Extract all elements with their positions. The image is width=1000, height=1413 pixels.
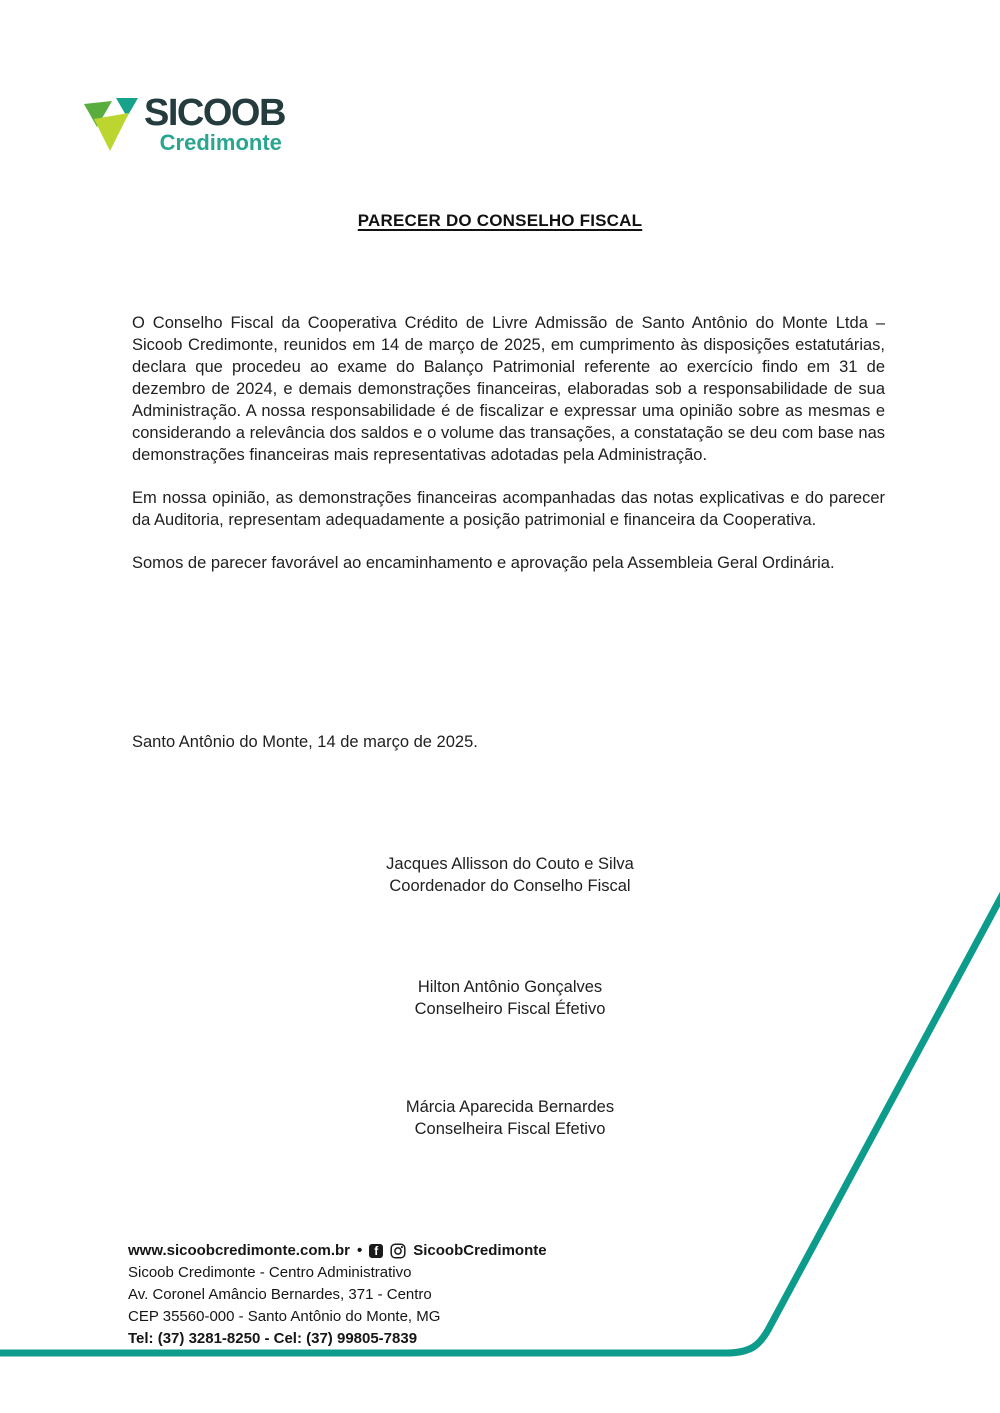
- footer-org-line: Sicoob Credimonte - Centro Administrativo: [128, 1264, 412, 1281]
- signature-block-member-1: [0, 976, 1000, 1020]
- signatory-name: Jacques Allisson do Couto e Silva: [386, 855, 634, 873]
- footer-address-line: Av. Coronel Amâncio Bernardes, 371 - Centro: [128, 1286, 432, 1303]
- document-body: [132, 312, 885, 574]
- logo-mark-lime-triangle: [94, 113, 129, 151]
- logo-text: [144, 94, 285, 155]
- signatory-role: Conselheiro Fiscal Éfetivo: [414, 1000, 606, 1018]
- place-and-date-line: Santo Antônio do Monte, 14 de março de 2025.: [132, 733, 478, 751]
- paragraph-3: Somos de parecer favorável ao encaminhamento e aprovação pela Assembleia Geral Ordinária.: [132, 554, 835, 572]
- facebook-icon: f: [369, 1244, 383, 1258]
- footer-phone-line: Tel: (37) 3281-8250 - Cel: (37) 99805-7839: [128, 1330, 418, 1347]
- signature-block-member-2: [0, 1096, 1000, 1140]
- signatory-name: Márcia Aparecida Bernardes: [405, 1098, 615, 1116]
- letterhead-footer: [128, 1240, 547, 1350]
- signatory-role: Coordenador do Conselho Fiscal: [389, 877, 631, 895]
- website-url: www.sicoobcredimonte.com.br: [128, 1242, 350, 1259]
- social-handle: SicoobCredimonte: [413, 1242, 547, 1259]
- footer-web-social-line: [128, 1240, 547, 1262]
- bullet-separator: •: [356, 1242, 363, 1259]
- signatory-name: Hilton Antônio Gonçalves: [417, 978, 603, 996]
- paragraph-1: O Conselho Fiscal da Cooperativa Crédito de Livre Admissão de Santo Antônio do Monte Ltda – Sicoob Credimonte, reunidos em 14 de março de 2025, em cumprimento às disposições estatutárias, declara que procedeu ao exame do Balanço Patrimonial referente ao exercício findo em 31 de dezembro de 2024, e demais demonstrações financeiras, elaboradas sob a responsabilidade de sua Administração. A nossa responsabilidade é de fiscalizar e expressar uma opinião sobre as mesmas e considerando a relevância dos saldos e o volume das transações, a constatação se deu com base nas demonstrações financeiras mais representativas adotadas pela Administração.: [132, 314, 885, 464]
- cooperative-name: Credimonte: [159, 130, 282, 155]
- document-title: PARECER DO CONSELHO FISCAL: [357, 211, 643, 230]
- signatory-role: Conselheira Fiscal Efetivo: [414, 1120, 606, 1138]
- brand-name: SICOOB: [144, 92, 285, 134]
- footer-cep-line: CEP 35560-000 - Santo Antônio do Monte, MG: [128, 1308, 441, 1325]
- signature-block-coordinator: [0, 853, 1000, 897]
- paragraph-2: Em nossa opinião, as demonstrações financeiras acompanhadas das notas explicativas e do parecer da Auditoria, representam adequadamente a posição patrimonial e financeira da Cooperativa.: [132, 489, 885, 529]
- sicoob-logo: [84, 94, 285, 155]
- sicoob-triangle-logo-icon: [84, 97, 138, 155]
- instagram-icon: [390, 1243, 406, 1259]
